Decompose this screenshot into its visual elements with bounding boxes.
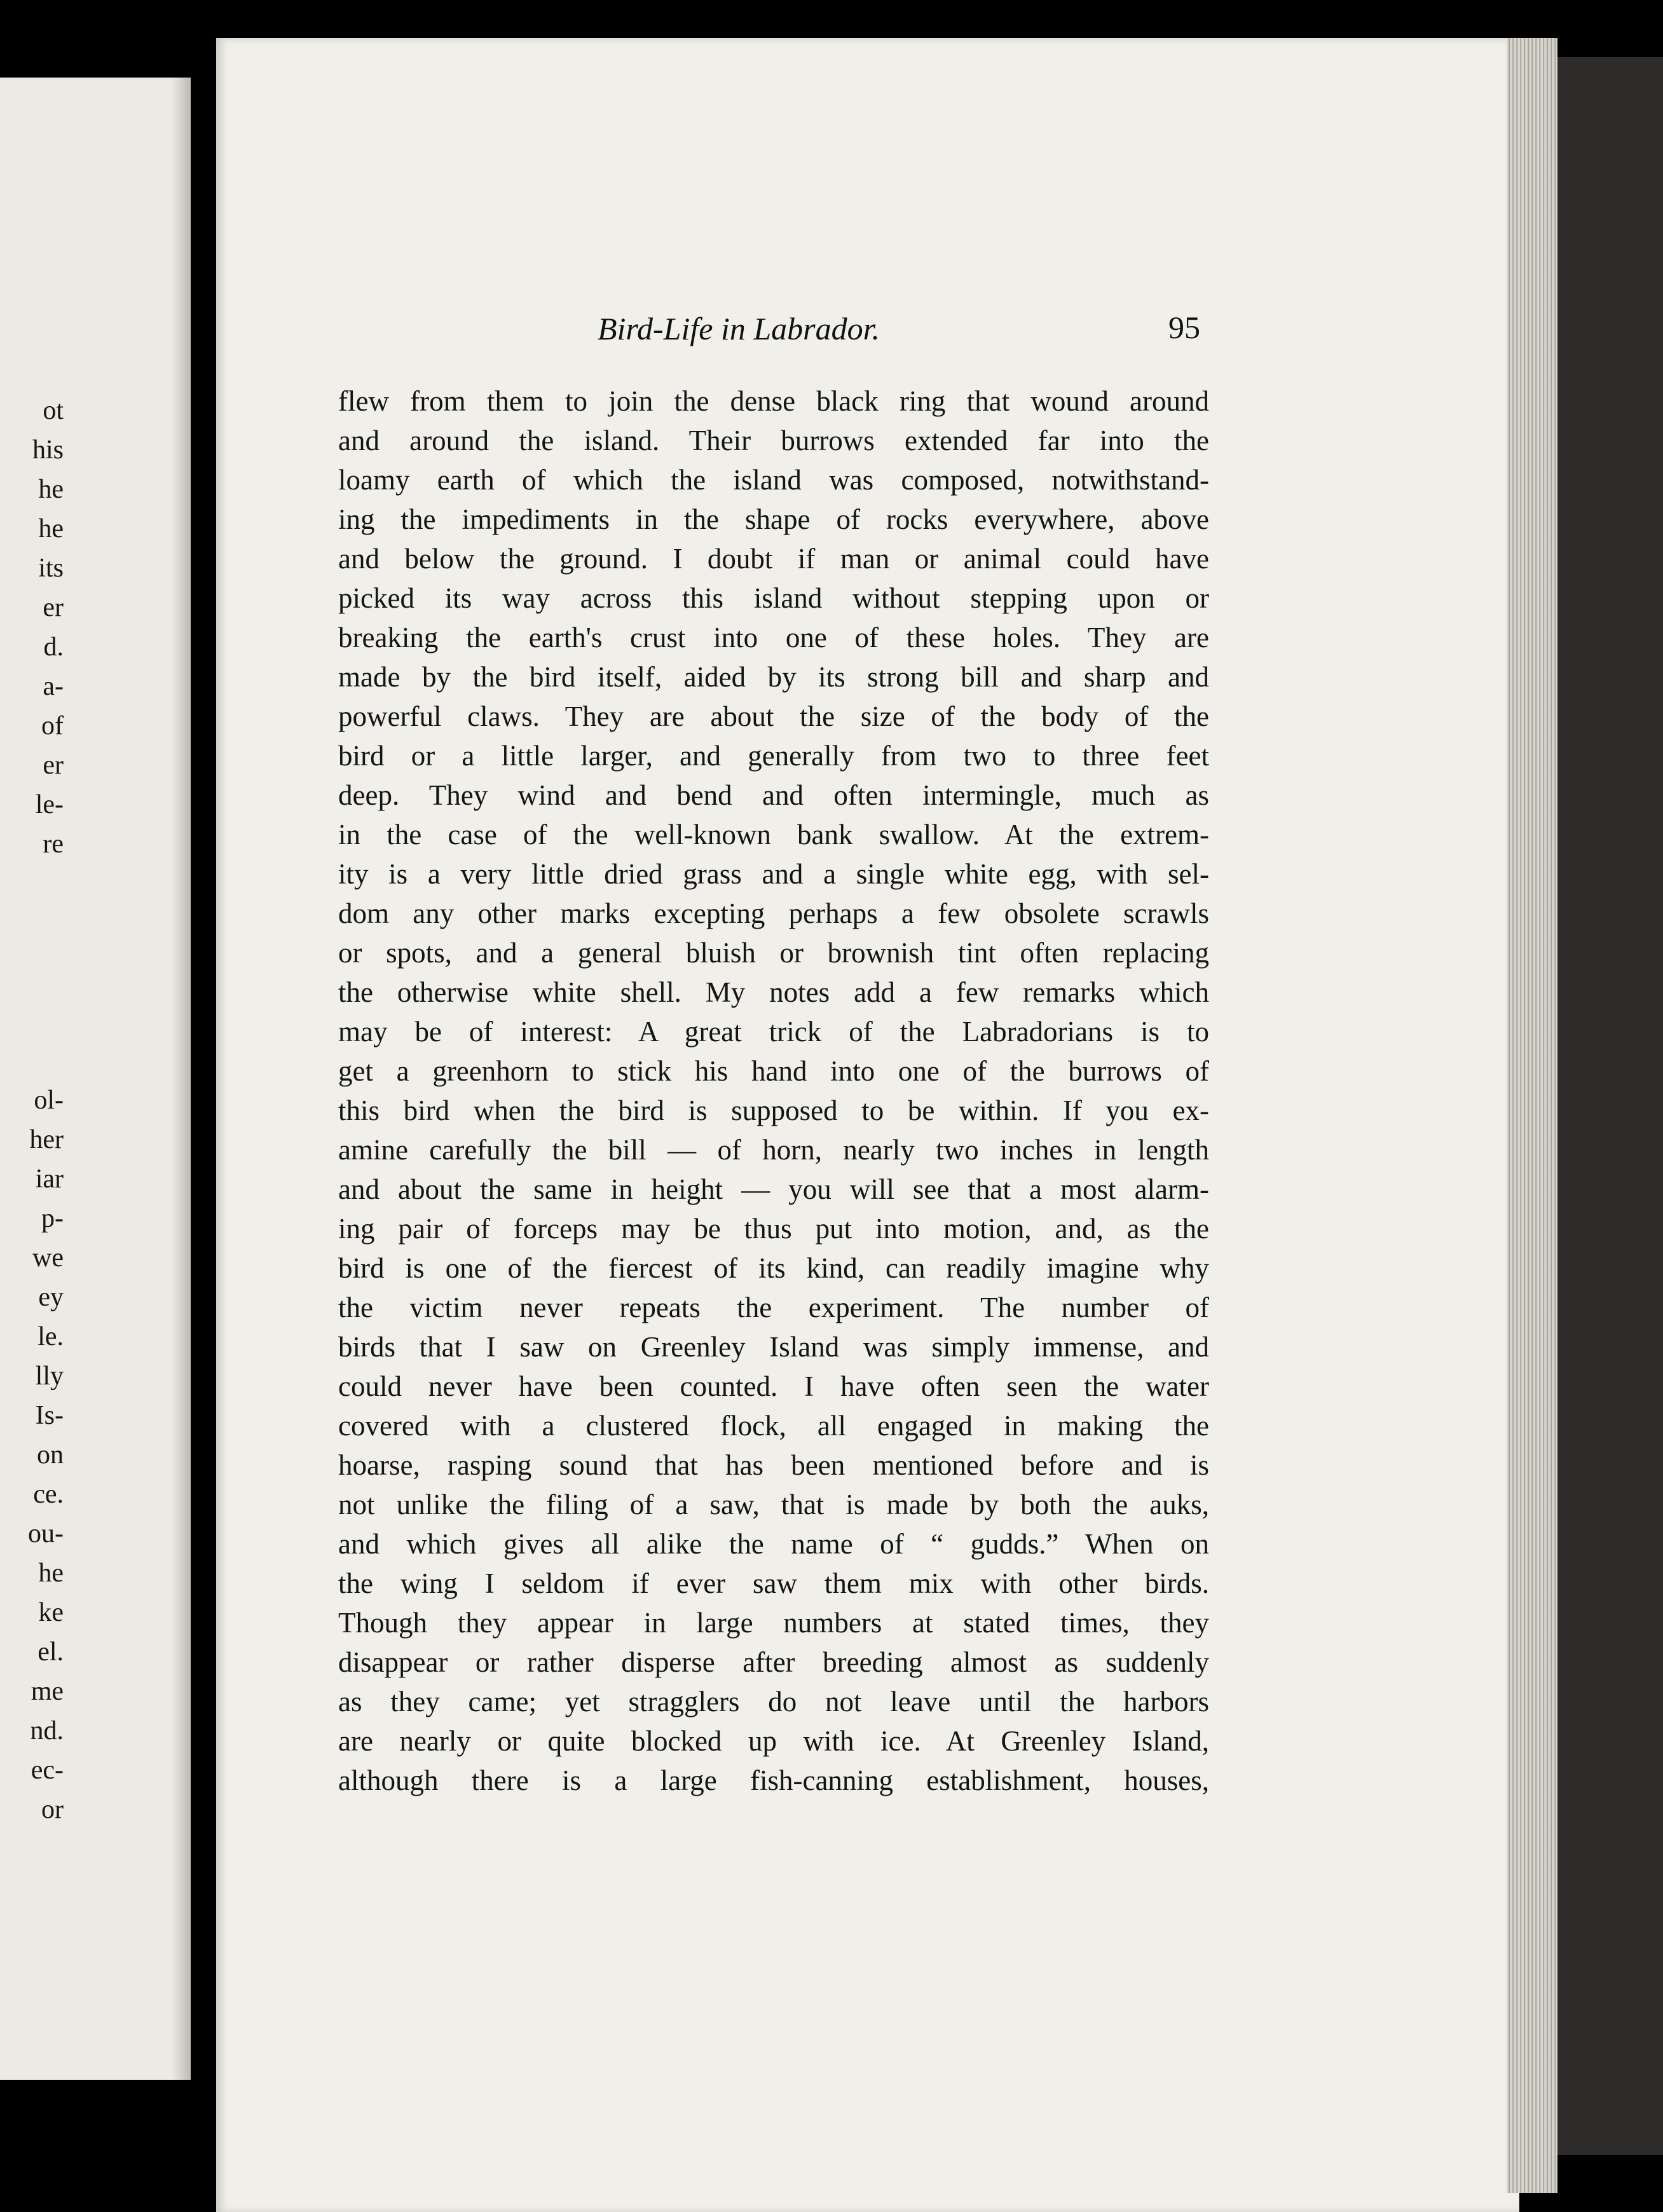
left-line-ending: er [43, 593, 64, 622]
running-head: Bird-Life in Labrador. [598, 311, 880, 346]
left-line-ending: a- [43, 672, 64, 701]
text-line: this bird when the bird is supposed to be within. If you ex- [338, 1095, 1209, 1126]
text-line: although there is a large fish-canning establishment, houses, [338, 1765, 1209, 1796]
left-line-ending: ke [38, 1598, 64, 1627]
text-line: get a greenhorn to stick his hand into one of the burrows of [338, 1055, 1209, 1087]
text-line: and about the same in height — you will see that a most alarm- [338, 1173, 1209, 1205]
text-line: and which gives all alike the name of “ gudds.” When on [338, 1528, 1209, 1560]
text-line: could never have been counted. I have often seen the water [338, 1370, 1209, 1402]
text-line: deep. They wind and bend and often intermingle, much as [338, 779, 1209, 811]
text-line: birds that I saw on Greenley Island was simply immense, and [338, 1331, 1209, 1363]
left-line-ending: el. [38, 1637, 64, 1667]
left-line-ending: le- [35, 790, 64, 819]
left-line-ending: iar [35, 1164, 64, 1194]
text-line: flew from them to join the dense black ring that wound around [338, 385, 1209, 417]
text-line: loamy earth of which the island was composed, notwithstand- [338, 464, 1209, 496]
left-line-ending: ey [38, 1283, 64, 1312]
text-line: ity is a very little dried grass and a single white egg, with sel- [338, 858, 1209, 890]
text-line: breaking the earth's crust into one of these holes. They are [338, 622, 1209, 653]
text-line: made by the bird itself, aided by its strong bill and sharp and [338, 661, 1209, 693]
left-page-gutter-shadow [172, 78, 191, 2080]
body-text [338, 381, 1209, 1800]
text-line: the wing I seldom if ever saw them mix with other birds. [338, 1567, 1209, 1599]
text-line: in the case of the well-known bank swallow. At the extrem- [338, 819, 1209, 850]
cover-edge [1557, 57, 1663, 2155]
page-number: 95 [1168, 310, 1200, 345]
text-line: picked its way across this island without stepping upon or [338, 582, 1209, 614]
left-line-ending: ce. [33, 1480, 64, 1509]
text-line: dom any other marks excepting perhaps a few obsolete scrawls [338, 898, 1209, 929]
text-line: disappear or rather disperse after breeding almost as suddenly [338, 1646, 1209, 1678]
left-line-ending: or [41, 1795, 64, 1824]
text-line: and around the island. Their burrows extended far into the [338, 425, 1209, 456]
text-line: Though they appear in large numbers at stated times, they [338, 1607, 1209, 1639]
text-line: bird or a little larger, and generally from two to three feet [338, 740, 1209, 772]
left-line-ending: er [43, 751, 64, 780]
text-line: the victim never repeats the experiment. The number of [338, 1292, 1209, 1323]
text-line: the otherwise white shell. My notes add a few remarks which [338, 976, 1209, 1008]
left-line-ending: lly [35, 1362, 64, 1391]
left-line-ending: we [32, 1243, 64, 1273]
left-line-ending: of [41, 711, 64, 741]
left-line-ending: nd. [30, 1716, 64, 1745]
text-line: powerful claws. They are about the size of the body of the [338, 700, 1209, 732]
left-line-ending: he [38, 475, 64, 504]
left-line-ending: p- [41, 1204, 64, 1233]
left-line-ending: me [31, 1677, 64, 1706]
left-line-ending: Is- [35, 1401, 64, 1430]
text-line: are nearly or quite blocked up with ice. At Greenley Island, [338, 1725, 1209, 1757]
left-line-ending: re [43, 830, 64, 859]
left-line-ending: ot [43, 396, 64, 425]
left-line-ending: ol- [34, 1086, 64, 1115]
left-line-ending: he [38, 1559, 64, 1588]
text-line: amine carefully the bill — of horn, nearly two inches in length [338, 1134, 1209, 1166]
text-line: and below the ground. I doubt if man or animal could have [338, 543, 1209, 575]
left-line-ending: his [32, 435, 64, 465]
left-line-ending: d. [43, 632, 64, 662]
text-line: bird is one of the fiercest of its kind, can readily imagine why [338, 1252, 1209, 1284]
left-line-ending: ou- [28, 1519, 64, 1548]
left-line-ending: her [29, 1125, 64, 1154]
left-line-ending: ec- [31, 1756, 64, 1785]
text-line: covered with a clustered flock, all engaged in making the [338, 1410, 1209, 1442]
left-line-ending: its [38, 554, 64, 583]
left-line-ending: he [38, 514, 64, 543]
text-line: may be of interest: A great trick of the Labradorians is to [338, 1016, 1209, 1048]
left-line-ending: le. [38, 1322, 64, 1351]
text-line: ing pair of forceps may be thus put into motion, and, as the [338, 1213, 1209, 1245]
text-line: hoarse, rasping sound that has been mentioned before and is [338, 1449, 1209, 1481]
text-line: ing the impediments in the shape of rocks everywhere, above [338, 503, 1209, 535]
text-line: as they came; yet stragglers do not leave until the harbors [338, 1686, 1209, 1717]
left-line-ending: on [37, 1440, 64, 1470]
page-edges [1507, 38, 1557, 2193]
left-page [0, 78, 191, 2080]
text-line: not unlike the filing of a saw, that is made by both the auks, [338, 1489, 1209, 1520]
text-line: or spots, and a general bluish or brownish tint often replacing [338, 937, 1209, 969]
